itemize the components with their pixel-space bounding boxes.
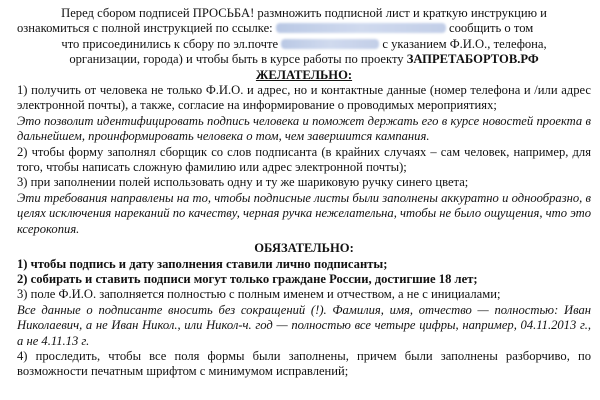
intro-line-3-text: что присоединились к сбору по эл.почте <box>61 36 279 51</box>
mandatory-item-4: 4) проследить, чтобы все поля формы были заполнены, причем были заполнены разборчиво, по возможности печатным шрифтом с минимумом исправлений; <box>17 348 591 379</box>
mandatory-note-3: Все данные о подписанте вносить без сокращений (!). Фамилия, имя, отчество — полностью: Иван Николаевич, а не Иван Никол., или Никол-ч. год — полностью все четыре цифры, например, 04.11.2013 г., а не 4.11.13 г. <box>17 302 591 348</box>
mandatory-item-3: 3) поле Ф.И.О. заполняется полностью с полным именем и отчеством, а не с инициалами; <box>17 287 501 302</box>
intro-line-2-text: ознакомиться с полной инструкцией по ссылке: <box>17 21 273 36</box>
desirable-note-3: Эти требования направлены на то, чтобы подписные листы были заполнены аккуратно и однообразно, в целях исключения нареканий по качеству, черная ручка нежелательна, чтобы не было ощущения, что это ксерокопия. <box>17 190 591 236</box>
desirable-note-1: Это позволит идентифицировать подпись человека и поможет держать его в курсе новостей проекта в дальнейшем, проинформировать человека о том, чем завершится кампания. <box>17 113 591 144</box>
intro-line-4-text: организации, города) и чтобы быть в курсе работы по проекту <box>69 52 407 67</box>
mandatory-heading: ОБЯЗАТЕЛЬНО: <box>254 241 354 256</box>
mandatory-item-2: 2) собирать и ставить подписи могут только граждане России, достигшие 18 лет; <box>17 271 478 286</box>
redacted-email <box>281 39 379 49</box>
desirable-item-2: 2) чтобы форму заполнял сборщик со слов подписанта (в крайних случаях – сам человек, например, для того, чтобы написать сложную фамилию или адрес электронной почты); <box>17 144 591 175</box>
redacted-link <box>276 23 446 33</box>
intro-line-2 <box>17 21 591 36</box>
intro-line-3-tail: с указанием Ф.И.О., телефона, <box>382 36 547 51</box>
project-name: ЗАПРЕТАБОРТОВ.РФ <box>406 52 539 67</box>
mandatory-item-1: 1) чтобы подпись и дату заполнения ставили лично подписанты; <box>17 256 388 271</box>
intro-line-4 <box>17 52 591 67</box>
intro-line-1: Перед сбором подписей ПРОСЬБА! размножить подписной лист и краткую инструкцию и <box>61 6 547 20</box>
desirable-heading: ЖЕЛАТЕЛЬНО: <box>255 67 353 82</box>
desirable-item-1: 1) получить от человека не только Ф.И.О. и адрес, но и контактные данные (номер телефона и /или адрес электронной почты), а также, согласие на информирование о проводимых мероприятиях; <box>17 83 591 113</box>
intro-line-2-tail: сообщить о том <box>449 21 534 36</box>
intro-line-3 <box>17 37 591 52</box>
desirable-item-3: 3) при заполнении полей использовать одну и ту же шариковую ручку синего цвета; <box>17 175 469 190</box>
